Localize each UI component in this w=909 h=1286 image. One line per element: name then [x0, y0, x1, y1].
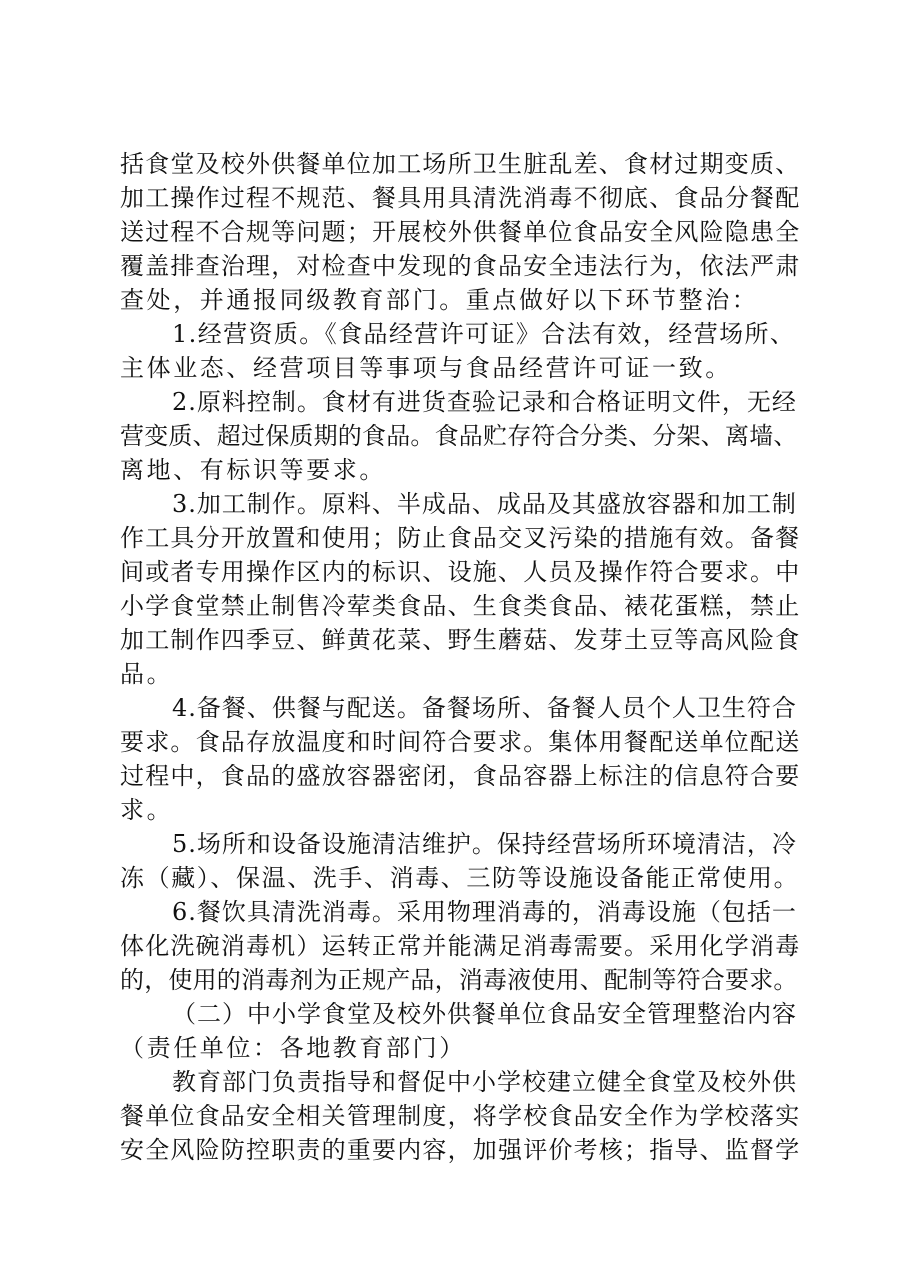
- text-line: 括食堂及校外供餐单位加工场所卫生脏乱差、食材过期变质、: [120, 150, 801, 178]
- text-line: 3.加工制作。原料、半成品、成品及其盛放容器和加工制: [172, 490, 797, 518]
- text-line: 加工制作四季豆、鲜黄花菜、野生蘑菇、发芽土豆等高风险食: [120, 626, 801, 654]
- text-line: 4.备餐、供餐与配送。备餐场所、备餐人员个人卫生符合: [172, 694, 797, 722]
- text-line: 冻（藏）、保温、洗手、消毒、三防等设施设备能正常使用。: [120, 864, 800, 892]
- text-line: 营变质、超过保质期的食品。食品贮存符合分类、分架、离墙、: [120, 422, 798, 450]
- text-line: 送过程不合规等问题；开展校外供餐单位食品安全风险隐患全: [120, 218, 801, 246]
- text-line: 2.原料控制。食材有进货查验记录和合格证明文件，无经: [172, 388, 797, 416]
- text-line: 品。: [120, 660, 174, 688]
- section-heading: （二）中小学食堂及校外供餐单位食品安全管理整治内容: [172, 1000, 797, 1028]
- text-line: 过程中，食品的盛放容器密闭，食品容器上标注的信息符合要: [120, 762, 801, 790]
- text-line: 间或者专用操作区内的标识、设施、人员及操作符合要求。中: [120, 558, 801, 586]
- text-line: 求。: [120, 796, 174, 824]
- text-line: 小学食堂禁止制售冷荤类食品、生食类食品、裱花蛋糕，禁止: [120, 592, 801, 620]
- document-body: [120, 147, 800, 1167]
- text-line: 查处，并通报同级教育部门。重点做好以下环节整治：: [120, 286, 759, 314]
- text-line: 覆盖排查治理，对检查中发现的食品安全违法行为，依法严肃: [120, 252, 801, 280]
- text-line: 5.场所和设备设施清洁维护。保持经营场所环境清洁，冷: [172, 830, 797, 858]
- text-line: 主体业态、经营项目等事项与食品经营许可证一致。: [120, 354, 732, 382]
- text-line: 的，使用的消毒剂为正规产品，消毒液使用、配制等符合要求。: [120, 966, 798, 994]
- section-heading-cont: （责任单位：各地教育部门）: [120, 1034, 466, 1062]
- text-line: 要求。食品存放温度和时间符合要求。集体用餐配送单位配送: [120, 728, 801, 756]
- text-line: 餐单位食品安全相关管理制度，将学校食品安全作为学校落实: [120, 1102, 801, 1130]
- text-line: 6.餐饮具清洗消毒。采用物理消毒的，消毒设施（包括一: [172, 898, 797, 926]
- text-line: 加工操作过程不规范、餐具用具清洗消毒不彻底、食品分餐配: [120, 184, 801, 212]
- text-line: 1.经营资质。《食品经营许可证》合法有效，经营场所、: [172, 320, 796, 348]
- text-line: 离地、有标识等要求。: [120, 456, 386, 484]
- text-line: 教育部门负责指导和督促中小学校建立健全食堂及校外供: [172, 1068, 797, 1096]
- text-line: 作工具分开放置和使用；防止食品交叉污染的措施有效。备餐: [120, 524, 801, 552]
- text-line: 安全风险防控职责的重要内容，加强评价考核；指导、监督学: [120, 1136, 801, 1164]
- text-line: 体化洗碗消毒机）运转正常并能满足消毒需要。采用化学消毒: [120, 932, 801, 960]
